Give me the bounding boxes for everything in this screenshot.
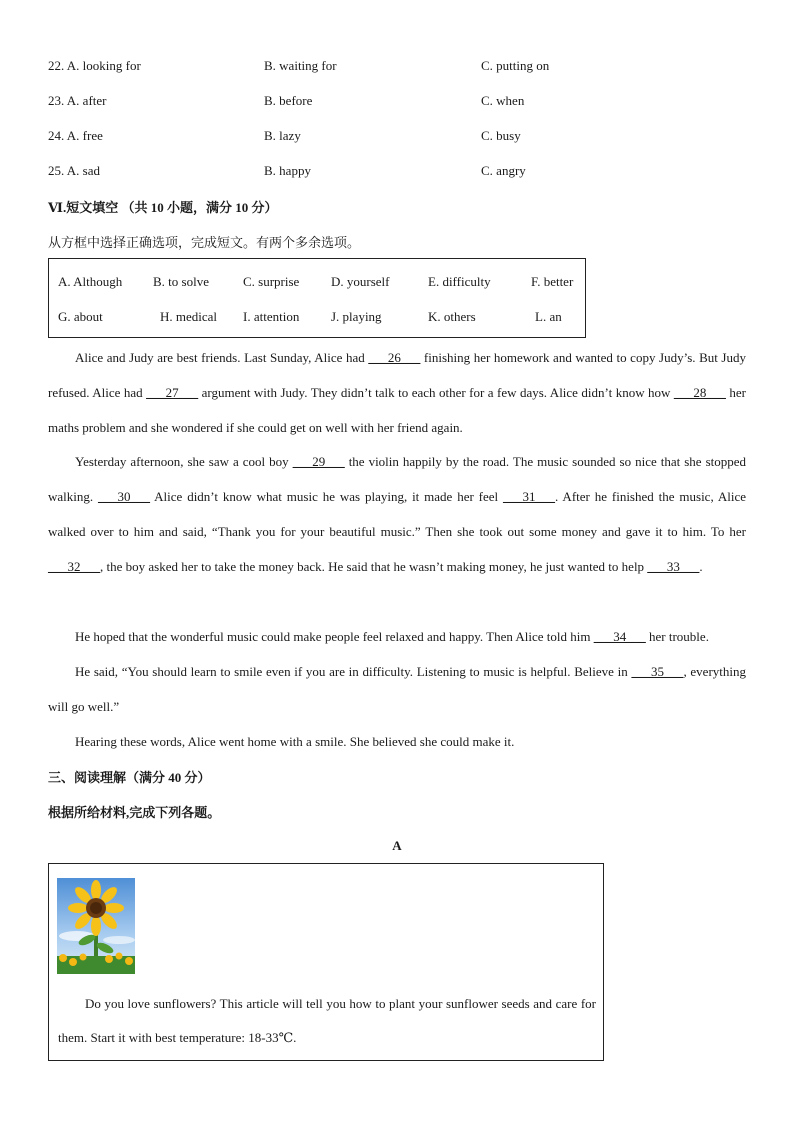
option-25-b: B. happy (264, 163, 311, 178)
section3-title: 三、阅读理解（满分 40 分） (48, 770, 211, 785)
word-j: J. playing (331, 309, 382, 324)
question-22-options (48, 58, 748, 78)
blank-28: ___28___ (673, 385, 726, 400)
word-c: C. surprise (243, 274, 300, 289)
word-g: G. about (58, 309, 103, 324)
option-24-b: B. lazy (264, 128, 301, 143)
passage-paragraph-2: Yesterday afternoon, she saw a cool boy ___29___ the violin happily by the road. The music sounded so nice that she stopped walking. ___30___ Alice didn’t know what music he was playing, it made her feel ___31___. After he finished the music, Alice walked over to him and said, “Thank you for your beautiful music.” Then she took out some money and gave it to him. To her ___32___, the boy asked her to take the money back. He said that he wasn’t making money, he just wanted to help ___33___. (48, 454, 747, 574)
section6-title: Ⅵ.短文填空 （共 10 小题，满分 10 分） (48, 200, 278, 215)
option-23-a: 23. A. after (48, 93, 107, 108)
article-box (48, 863, 604, 1061)
article-text: Do you love sunflowers? This article will tell you how to plant your sunflower seeds and care for them. Start it with best temperature: 18-33℃. (58, 996, 596, 1045)
blank-29: ___29___ (292, 454, 345, 469)
question-25-options (48, 163, 748, 183)
blank-32: ___32___ (48, 559, 100, 574)
word-i: I. attention (243, 309, 300, 324)
word-f: F. better (531, 274, 574, 289)
question-23-options (48, 93, 748, 113)
sunflower-image (57, 878, 135, 974)
blank-27: ___27___ (146, 385, 199, 400)
word-d: D. yourself (331, 274, 390, 289)
question-24-options (48, 128, 748, 148)
blank-35: ___35___ (631, 664, 684, 679)
option-23-c: C. when (481, 93, 525, 108)
word-k: K. others (428, 309, 476, 324)
word-e: E. difficulty (428, 274, 491, 289)
passage-paragraph-5: Hearing these words, Alice went home with a smile. She believed she could make it. (75, 734, 515, 749)
option-25-a: 25. A. sad (48, 163, 100, 178)
section6-instruction: 从方框中选择正确选项，完成短文。有两个多余选项。 (48, 235, 361, 250)
option-23-b: B. before (264, 93, 313, 108)
blank-31: ___31___ (503, 489, 556, 504)
passage-paragraph-1: Alice and Judy are best friends. Last Sunday, Alice had ___26___ finishing her homework and wanted to copy Judy’s. But Judy refused. Alice had ___27___ argument with Judy. They didn’t talk to each other for a few days. Alice didn’t know how ___28___ her maths problem and she wondered if she could get on well with her friend again. (48, 350, 746, 435)
word-h: H. medical (160, 309, 218, 324)
word-b: B. to solve (153, 274, 209, 289)
option-22-a: 22. A. looking for (48, 58, 141, 73)
word-bank-box (48, 258, 586, 338)
blank-34: ___34___ (593, 629, 646, 644)
blank-33: ___33___ (647, 559, 700, 574)
word-l: L. an (535, 309, 562, 324)
option-24-a: 24. A. free (48, 128, 103, 143)
part-a-label: A (392, 838, 402, 853)
word-a: A. Although (58, 274, 123, 289)
passage-paragraph-4: He said, “You should learn to smile even if you are in difficulty. Listening to music is helpful. Believe in ___35___, everything will go well.” (48, 664, 746, 714)
blank-30: ___30___ (98, 489, 151, 504)
passage-paragraph-3: He hoped that the wonderful music could make people feel relaxed and happy. Then Alice told him ___34___ her trouble. (75, 629, 709, 644)
option-24-c: C. busy (481, 128, 521, 143)
option-22-c: C. putting on (481, 58, 550, 73)
option-25-c: C. angry (481, 163, 526, 178)
option-22-b: B. waiting for (264, 58, 337, 73)
blank-26: ___26___ (368, 350, 421, 365)
section3-instruction: 根据所给材料,完成下列各题。 (48, 805, 221, 820)
